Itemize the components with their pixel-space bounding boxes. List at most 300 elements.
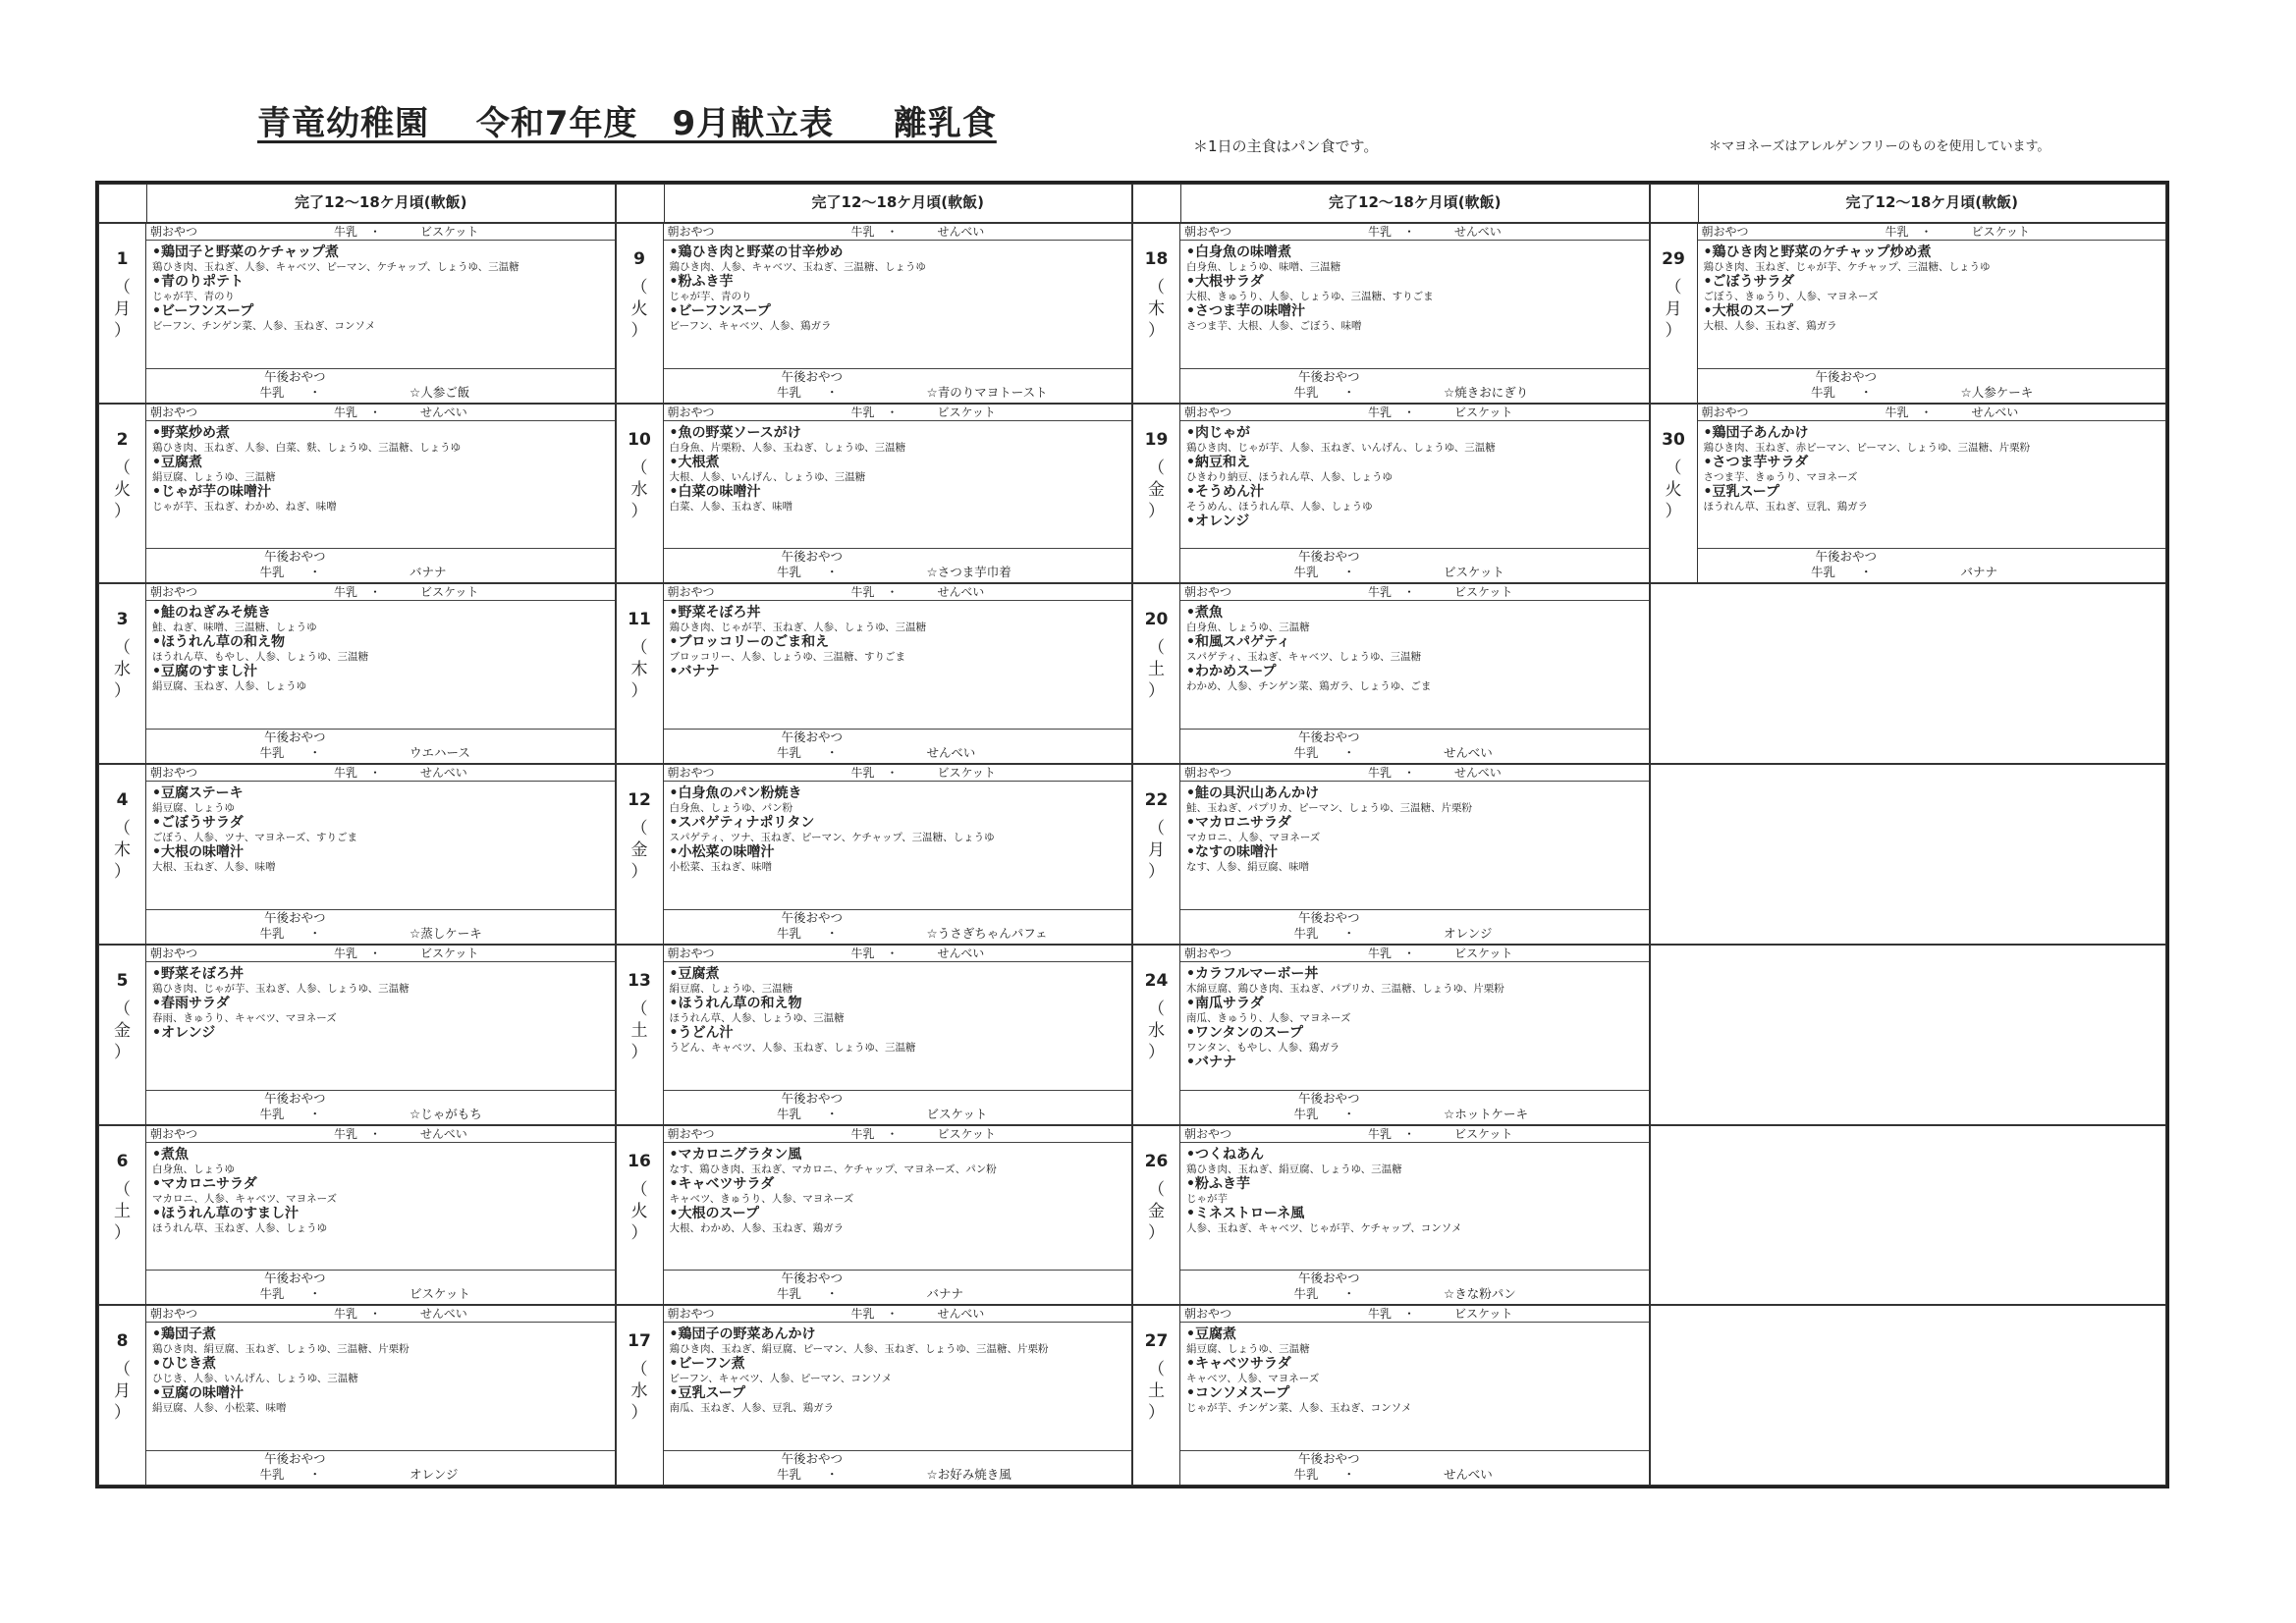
afternoon-snack-label: 午後おやつ <box>264 909 326 925</box>
afternoon-snack-item: バナナ <box>926 1286 964 1302</box>
day-number: 10 <box>628 429 651 450</box>
dish-name: •煮魚 <box>152 1146 189 1163</box>
dish-ingredients: 絹豆腐、しょうゆ、三温糖 <box>152 470 276 483</box>
morning-snack <box>146 1126 615 1143</box>
day-cell <box>98 945 616 1125</box>
day-number: 17 <box>628 1331 651 1352</box>
column-header-label: 完了12～18ケ月頃(軟飯) <box>811 193 984 211</box>
dish-name: •肉じゃが <box>1186 424 1250 441</box>
afternoon-snack-drink: 牛乳 ・ <box>776 1286 839 1302</box>
afternoon-snack-label: 午後おやつ <box>781 549 844 565</box>
dish-name: •バナナ <box>669 664 720 680</box>
day-cell <box>616 223 1133 404</box>
morning-snack-label: 朝おやつ <box>1184 1126 1232 1141</box>
column-header <box>98 184 616 223</box>
afternoon-snack-label: 午後おやつ <box>1298 549 1360 565</box>
day-cell <box>616 583 1133 764</box>
afternoon-snack-row <box>1180 1107 1649 1122</box>
morning-snack-drink: 牛乳 ・ <box>1885 405 1933 419</box>
menu-table <box>95 181 2169 1488</box>
weekday: （ 月 ） <box>1148 819 1165 883</box>
dish-ingredients: 鶏ひき肉、玉ねぎ、人参、白菜、麩、しょうゆ、三温糖、しょうゆ <box>152 441 462 454</box>
empty-cell <box>1650 764 2167 945</box>
dish-name: •野菜炒め煮 <box>152 424 230 441</box>
morning-snack-drink: 牛乳 ・ <box>333 405 381 419</box>
afternoon-snack-row <box>146 745 615 761</box>
weekday: （ 水 ） <box>1148 999 1165 1062</box>
morning-snack-item: せんべい <box>420 1307 467 1322</box>
dish-ingredients: ほうれん草、玉ねぎ、豆乳、鶏ガラ <box>1703 500 1869 513</box>
morning-snack-item: せんべい <box>937 225 985 239</box>
afternoon-snack-label: 午後おやつ <box>1298 1090 1360 1106</box>
dish-name: •鶏団子煮 <box>152 1326 216 1343</box>
day-number: 8 <box>116 1331 129 1352</box>
lunch-menu <box>146 962 615 1090</box>
day-content <box>146 405 615 583</box>
dish-name: •カラフルマーボー丼 <box>1186 965 1319 982</box>
morning-snack <box>664 765 1132 782</box>
afternoon-snack-label: 午後おやつ <box>264 549 326 565</box>
dish-ingredients: さつま芋、大根、人参、ごぼう、味噌 <box>1186 320 1362 332</box>
dish-ingredients: 春雨、きゅうり、キャベツ、マヨネーズ <box>152 1011 337 1024</box>
day-number: 24 <box>1144 970 1169 991</box>
dish-name: •つくねあん <box>1186 1146 1264 1163</box>
afternoon-snack-drink: 牛乳 ・ <box>259 384 321 400</box>
dish-name: •ほうれん草の和え物 <box>152 634 285 651</box>
afternoon-snack-label: 午後おやつ <box>1298 368 1360 384</box>
morning-snack-label: 朝おやつ <box>150 1307 198 1322</box>
morning-snack-label: 朝おやつ <box>150 405 198 419</box>
afternoon-snack-item: ☆青のりマヨトースト <box>926 384 1048 400</box>
dish-name: •豆腐ステーキ <box>152 785 244 802</box>
day-column <box>99 946 146 1124</box>
weekday: （ 木 ） <box>630 638 648 702</box>
day-content <box>664 405 1132 583</box>
afternoon-snack <box>146 1090 615 1124</box>
day-number: 22 <box>1144 790 1169 811</box>
day-content <box>146 946 615 1124</box>
afternoon-snack-label: 午後おやつ <box>264 368 326 384</box>
afternoon-snack <box>664 1270 1132 1304</box>
morning-snack-label: 朝おやつ <box>667 225 715 239</box>
weekday: （ 月 ） <box>114 278 131 341</box>
dish-ingredients: 大根、きゅうり、人参、しょうゆ、三温糖、すりごま <box>1186 291 1434 302</box>
dish-ingredients: 鶏ひき肉、じゃが芋、人参、玉ねぎ、いんげん、しょうゆ、三温糖 <box>1186 441 1496 454</box>
morning-snack <box>1698 224 2166 241</box>
dish-ingredients: 白菜、人参、玉ねぎ、味噌 <box>669 500 793 513</box>
dish-name: •大根のスープ <box>669 1205 760 1221</box>
dish-ingredients: ビーフン、キャベツ、人参、鶏ガラ <box>669 320 832 332</box>
afternoon-snack-item: ☆ホットケーキ <box>1444 1106 1528 1121</box>
lunch-menu <box>146 241 615 368</box>
dish-ingredients: じゃが芋、チンゲン菜、人参、玉ねぎ、コンソメ <box>1186 1402 1412 1415</box>
afternoon-snack-item: バナナ <box>410 565 447 580</box>
day-column <box>617 946 664 1124</box>
afternoon-snack-item: せんべい <box>1444 745 1493 761</box>
morning-snack <box>146 946 615 962</box>
day-content <box>1180 1306 1649 1485</box>
dish-ingredients: キャベツ、人参、マヨネーズ <box>1186 1373 1320 1385</box>
dish-ingredients: 鶏ひき肉、絹豆腐、玉ねぎ、しょうゆ、三温糖、片栗粉 <box>152 1343 410 1356</box>
morning-snack-drink: 牛乳 ・ <box>1885 225 1933 239</box>
morning-snack-label: 朝おやつ <box>667 1126 715 1141</box>
afternoon-snack-row <box>146 1107 615 1122</box>
afternoon-snack-drink: 牛乳 ・ <box>1293 925 1355 941</box>
dish-name: •オレンジ <box>152 1024 216 1041</box>
day-cell <box>98 583 616 764</box>
dish-ingredients: 絹豆腐、しょうゆ、三温糖 <box>1186 1343 1310 1356</box>
day-content <box>1180 405 1649 583</box>
afternoon-snack <box>1180 1090 1649 1124</box>
weekday: （ 火 ） <box>1665 458 1682 521</box>
lunch-menu <box>146 601 615 729</box>
dish-name: •和風スパゲティ <box>1186 634 1290 651</box>
dish-name: •ミネストローネ風 <box>1186 1205 1305 1221</box>
afternoon-snack-row <box>1180 745 1649 761</box>
day-content <box>1698 224 2166 403</box>
dish-ingredients: ほうれん草、人参、しょうゆ、三温糖 <box>669 1011 845 1024</box>
morning-snack-item: せんべい <box>420 766 467 781</box>
dish-name: •鮭の具沢山あんかけ <box>1186 785 1319 802</box>
day-cell <box>1132 1305 1650 1486</box>
day-cell <box>98 404 616 584</box>
afternoon-snack-label: 午後おやつ <box>1815 368 1878 384</box>
morning-snack-item: ビスケット <box>1454 946 1513 960</box>
lunch-menu <box>664 962 1132 1090</box>
dish-name: •豆腐煮 <box>1186 1326 1236 1343</box>
weekday: （ 金 ） <box>1148 458 1165 521</box>
dish-ingredients: ひじき、人参、いんげん、しょうゆ、三温糖 <box>152 1373 358 1385</box>
dish-name: •大根サラダ <box>1186 274 1264 290</box>
afternoon-snack-drink: 牛乳 ・ <box>776 384 839 400</box>
afternoon-snack-row <box>664 565 1132 580</box>
dish-name: •じゃが芋の味噌汁 <box>152 483 271 500</box>
weekday: （ 土 ） <box>630 999 648 1062</box>
afternoon-snack-item: ウエハース <box>410 745 470 761</box>
dish-ingredients: うどん、キャベツ、人参、玉ねぎ、しょうゆ、三温糖 <box>669 1041 916 1054</box>
dish-ingredients: キャベツ、きゅうり、人参、マヨネーズ <box>669 1192 854 1205</box>
day-number: 5 <box>116 970 129 991</box>
dish-name: •鮭のねぎみそ焼き <box>152 605 271 622</box>
day-column <box>99 584 146 763</box>
morning-snack-drink: 牛乳 ・ <box>333 766 381 781</box>
dish-ingredients: 大根、玉ねぎ、人参、味噌 <box>152 861 276 874</box>
morning-snack <box>1180 1306 1649 1323</box>
dish-name: •鶏ひき肉と野菜のケチャップ炒め煮 <box>1703 244 1932 260</box>
header-day-spacer <box>1651 185 1699 222</box>
empty-cell <box>1650 1305 2167 1486</box>
morning-snack <box>664 584 1132 601</box>
dish-name: •豆腐のすまし汁 <box>152 664 257 680</box>
day-column <box>1133 1306 1180 1485</box>
weekday: （ 土 ） <box>114 1179 131 1243</box>
dish-name: •青のりポテト <box>152 274 244 290</box>
day-content <box>664 224 1132 403</box>
dish-ingredients: マカロニ、人参、キャベツ、マヨネーズ <box>152 1192 338 1205</box>
weekday: （ 金 ） <box>1148 1179 1165 1243</box>
morning-snack-drink: 牛乳 ・ <box>850 225 899 239</box>
morning-snack-drink: 牛乳 ・ <box>1367 946 1415 960</box>
dish-name: •粉ふき芋 <box>1186 1175 1250 1192</box>
morning-snack-drink: 牛乳 ・ <box>1367 405 1415 419</box>
morning-snack-label: 朝おやつ <box>150 946 198 960</box>
afternoon-snack-item: ビスケット <box>1444 565 1504 580</box>
day-cell <box>98 223 616 404</box>
day-cell <box>98 1125 616 1306</box>
lunch-menu <box>146 421 615 549</box>
dish-name: •ブロッコリーのごま和え <box>669 634 830 651</box>
weekday: （ 金 ） <box>114 999 131 1062</box>
day-column <box>1133 946 1180 1124</box>
day-content <box>664 946 1132 1124</box>
morning-snack <box>1180 405 1649 421</box>
day-cell <box>616 404 1133 584</box>
day-cell <box>98 764 616 945</box>
day-cell <box>1650 223 2167 404</box>
lunch-menu <box>1180 962 1649 1090</box>
afternoon-snack-row <box>1180 1286 1649 1302</box>
afternoon-snack-label: 午後おやつ <box>1815 549 1878 565</box>
afternoon-snack-row <box>664 1467 1132 1483</box>
morning-snack-item: ビスケット <box>1454 585 1513 600</box>
weekday: （ 金 ） <box>630 819 648 883</box>
morning-snack-item: ビスケット <box>937 405 996 419</box>
morning-snack-label: 朝おやつ <box>667 1307 715 1322</box>
dish-ingredients: 白身魚、しょうゆ、三温糖 <box>1186 622 1310 634</box>
dish-ingredients: 鶏ひき肉、じゃが芋、玉ねぎ、人参、しょうゆ、三温糖 <box>669 622 927 634</box>
dish-ingredients: 木綿豆腐、鶏ひき肉、玉ねぎ、パプリカ、三温糖、しょうゆ、片栗粉 <box>1186 982 1504 995</box>
column-header-label: 完了12～18ケ月頃(軟飯) <box>1329 193 1502 211</box>
afternoon-snack-drink: 牛乳 ・ <box>259 1286 321 1302</box>
day-number: 18 <box>1144 249 1169 269</box>
day-number: 6 <box>116 1151 129 1171</box>
day-content <box>146 765 615 944</box>
day-cell <box>1132 945 1650 1125</box>
morning-snack-label: 朝おやつ <box>150 766 198 781</box>
day-column <box>99 1126 146 1305</box>
day-number: 20 <box>1144 610 1169 630</box>
dish-name: •ほうれん草のすまし汁 <box>152 1205 299 1221</box>
afternoon-snack-label: 午後おやつ <box>1298 730 1360 745</box>
dish-ingredients: 大根、人参、玉ねぎ、鶏ガラ <box>1703 320 1837 332</box>
afternoon-snack-item: ビスケット <box>926 1106 988 1121</box>
morning-snack-item: せんべい <box>1971 405 2019 419</box>
afternoon-snack-drink: 牛乳 ・ <box>259 1466 321 1482</box>
afternoon-snack-row <box>664 385 1132 401</box>
afternoon-snack-drink: 牛乳 ・ <box>259 925 321 941</box>
day-number: 9 <box>633 249 645 269</box>
afternoon-snack <box>146 1270 615 1304</box>
lunch-menu <box>664 1143 1132 1271</box>
morning-snack-item: せんべい <box>937 585 985 600</box>
dish-ingredients: 絹豆腐、しょうゆ <box>152 802 235 815</box>
weekday: （ 土 ） <box>1148 1360 1165 1424</box>
afternoon-snack-drink: 牛乳 ・ <box>1293 384 1355 400</box>
dish-ingredients: 人参、玉ねぎ、キャベツ、じゃが芋、ケチャップ、コンソメ <box>1186 1221 1462 1234</box>
lunch-menu <box>664 241 1132 368</box>
dish-ingredients: 鮭、ねぎ、味噌、三温糖、しょうゆ <box>152 622 317 634</box>
day-column <box>617 405 664 583</box>
afternoon-snack-label: 午後おやつ <box>264 1090 326 1106</box>
afternoon-snack <box>1180 729 1649 763</box>
afternoon-snack-drink: 牛乳 ・ <box>1810 384 1873 400</box>
morning-snack <box>664 1306 1132 1323</box>
day-column <box>617 765 664 944</box>
dish-ingredients: じゃが芋 <box>1186 1192 1228 1205</box>
morning-snack-drink: 牛乳 ・ <box>850 946 899 960</box>
afternoon-snack-label: 午後おやつ <box>1298 1271 1360 1286</box>
morning-snack-drink: 牛乳 ・ <box>1367 1126 1415 1141</box>
dish-ingredients: 鶏ひき肉、玉ねぎ、絹豆腐、しょうゆ、三温糖 <box>1186 1163 1402 1175</box>
afternoon-snack-drink: 牛乳 ・ <box>1810 565 1873 580</box>
afternoon-snack <box>1180 1450 1649 1485</box>
dish-ingredients: 大根、わかめ、人参、玉ねぎ、鶏ガラ <box>669 1221 845 1234</box>
day-column <box>617 1306 664 1485</box>
weekday: （ 火 ） <box>630 278 648 341</box>
afternoon-snack-row <box>1698 565 2166 580</box>
lunch-menu <box>1180 1143 1649 1271</box>
column-header <box>616 184 1133 223</box>
day-number: 3 <box>116 610 129 630</box>
dish-name: •小松菜の味噌汁 <box>669 844 775 861</box>
morning-snack-label: 朝おやつ <box>1184 405 1232 419</box>
dish-name: •なすの味噌汁 <box>1186 844 1278 861</box>
day-number: 13 <box>628 970 651 991</box>
morning-snack-label: 朝おやつ <box>1701 405 1749 419</box>
dish-ingredients: ビーフン、チンゲン菜、人参、玉ねぎ、コンソメ <box>152 320 376 332</box>
dish-ingredients: 鮭、玉ねぎ、パプリカ、ピーマン、しょうゆ、三温糖、片栗粉 <box>1186 802 1472 815</box>
day-content <box>1180 584 1649 763</box>
day-number: 27 <box>1144 1331 1169 1352</box>
column-header <box>1650 184 2167 223</box>
dish-name: •煮魚 <box>1186 605 1223 622</box>
dish-ingredients: 南瓜、玉ねぎ、人参、豆乳、鶏ガラ <box>669 1402 835 1415</box>
day-content <box>1180 946 1649 1124</box>
day-column <box>1651 405 1698 583</box>
afternoon-snack <box>664 909 1132 944</box>
dish-name: •ビーフンスープ <box>152 303 254 319</box>
day-number: 30 <box>1662 429 1685 450</box>
column-header-label: 完了12～18ケ月頃(軟飯) <box>295 193 467 211</box>
dish-name: •納豆和え <box>1186 454 1250 470</box>
afternoon-snack <box>1180 368 1649 403</box>
day-number: 16 <box>628 1151 651 1171</box>
day-content <box>146 224 615 403</box>
dish-ingredients: 鶏ひき肉、玉ねぎ、人参、キャベツ、ピーマン、ケチャップ、しょうゆ、三温糖 <box>152 261 519 273</box>
lunch-menu <box>664 1323 1132 1450</box>
dish-ingredients: じゃが芋、玉ねぎ、わかめ、ねぎ、味噌 <box>152 500 337 513</box>
afternoon-snack-item: ビスケット <box>410 1286 470 1302</box>
morning-snack <box>1180 765 1649 782</box>
day-content <box>1180 765 1649 944</box>
afternoon-snack-label: 午後おやつ <box>1298 1450 1360 1466</box>
weekday: （ 木 ） <box>1148 278 1165 341</box>
afternoon-snack-drink: 牛乳 ・ <box>1293 1286 1355 1302</box>
day-content <box>664 584 1132 763</box>
morning-snack-label: 朝おやつ <box>1701 225 1749 239</box>
morning-snack-item: ビスケット <box>1454 1126 1513 1141</box>
lunch-menu <box>664 601 1132 729</box>
day-cell <box>1132 1125 1650 1306</box>
dish-ingredients: 小松菜、玉ねぎ、味噌 <box>669 861 773 874</box>
dish-name: •ごぼうサラダ <box>152 815 244 832</box>
afternoon-snack-row <box>664 1286 1132 1302</box>
weekday: （ 月 ） <box>114 1360 131 1424</box>
afternoon-snack-row <box>1180 1467 1649 1483</box>
lunch-menu <box>1698 241 2166 368</box>
dish-ingredients: ワンタン、もやし、人参、鶏ガラ <box>1186 1041 1340 1054</box>
dish-name: •大根煮 <box>669 454 720 470</box>
dish-name: •うどん汁 <box>669 1024 734 1041</box>
morning-snack-label: 朝おやつ <box>1184 585 1232 600</box>
day-number: 29 <box>1662 249 1685 269</box>
morning-snack-drink: 牛乳 ・ <box>333 1126 381 1141</box>
dish-name: •さつま芋サラダ <box>1703 454 1809 470</box>
afternoon-snack-row <box>1698 385 2166 401</box>
dish-ingredients: ビーフン、キャベツ、人参、ピーマン、コンソメ <box>669 1373 893 1385</box>
lunch-menu <box>146 782 615 909</box>
afternoon-snack-item: せんべい <box>926 745 976 761</box>
header-day-spacer <box>1133 185 1181 222</box>
morning-snack-label: 朝おやつ <box>150 1126 198 1141</box>
day-content <box>1698 405 2166 583</box>
dish-name: •スパゲティナポリタン <box>669 815 815 832</box>
dish-name: •豆腐煮 <box>152 454 202 470</box>
page-title: 青竜幼稚園 令和7年度 9月献立表 離乳食 <box>257 104 997 143</box>
day-content <box>664 1126 1132 1305</box>
afternoon-snack-row <box>146 565 615 580</box>
dish-ingredients: じゃが芋、青のり <box>152 291 235 302</box>
dish-name: •キャベツサラダ <box>1186 1356 1291 1373</box>
dish-ingredients: ほうれん草、玉ねぎ、人参、しょうゆ <box>152 1221 328 1234</box>
lunch-menu <box>1180 1323 1649 1450</box>
morning-snack-label: 朝おやつ <box>1184 1307 1232 1322</box>
dish-name: •マカロニサラダ <box>1186 815 1291 832</box>
afternoon-snack <box>146 548 615 582</box>
dish-ingredients: 白身魚、片栗粉、人参、玉ねぎ、しょうゆ、三温糖 <box>669 441 906 454</box>
morning-snack-item: ビスケット <box>937 1126 996 1141</box>
morning-snack-item: せんべい <box>420 1126 467 1141</box>
dish-name: •ごぼうサラダ <box>1703 274 1795 290</box>
morning-snack-item: せんべい <box>420 405 467 419</box>
morning-snack <box>664 946 1132 962</box>
morning-snack-drink: 牛乳 ・ <box>1367 766 1415 781</box>
dish-name: •野菜そぼろ丼 <box>669 605 761 622</box>
day-column <box>99 765 146 944</box>
afternoon-snack-drink: 牛乳 ・ <box>1293 1106 1355 1121</box>
lunch-menu <box>664 782 1132 909</box>
day-cell <box>1132 764 1650 945</box>
day-column <box>1133 224 1180 403</box>
dish-ingredients: 鶏ひき肉、玉ねぎ、絹豆腐、ピーマン、人参、玉ねぎ、しょうゆ、三温糖、片栗粉 <box>669 1343 1049 1356</box>
dish-ingredients: ごぼう、人参、ツナ、マヨネーズ、すりごま <box>152 832 358 844</box>
morning-snack <box>1180 584 1649 601</box>
morning-snack-drink: 牛乳 ・ <box>850 585 899 600</box>
lunch-menu <box>1180 241 1649 368</box>
lunch-menu <box>1698 421 2166 549</box>
morning-snack-label: 朝おやつ <box>150 585 198 600</box>
morning-snack-item: ビスケット <box>1454 405 1513 419</box>
day-cell <box>1132 404 1650 584</box>
dish-name: •さつま芋の味噌汁 <box>1186 303 1305 319</box>
morning-snack-drink: 牛乳 ・ <box>850 766 899 781</box>
day-cell <box>98 1305 616 1486</box>
afternoon-snack <box>1698 548 2166 582</box>
afternoon-snack-drink: 牛乳 ・ <box>259 1106 321 1121</box>
column-header <box>1132 184 1650 223</box>
afternoon-snack-row <box>146 926 615 942</box>
morning-snack-label: 朝おやつ <box>1184 766 1232 781</box>
